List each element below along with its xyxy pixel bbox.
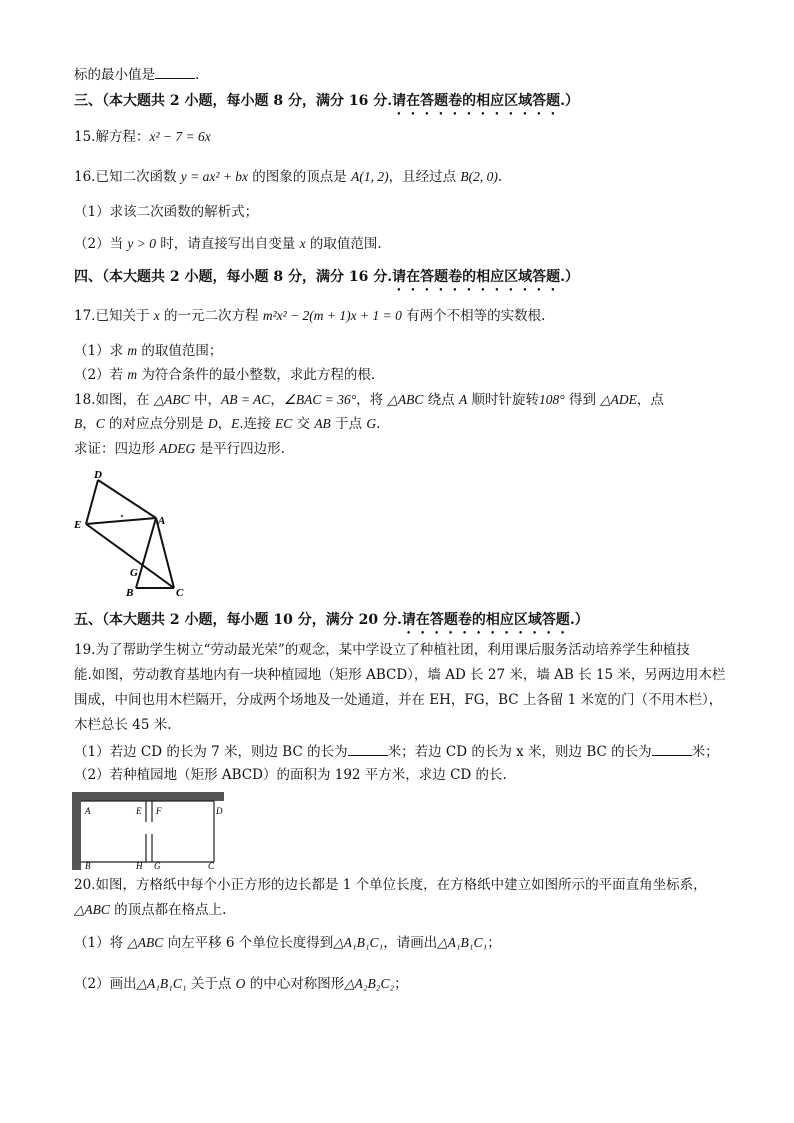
text-fragment: △A₁B₁C₁	[136, 976, 187, 991]
text-fragment: 108°	[539, 392, 565, 407]
question-20-line-2	[74, 901, 226, 919]
section-4-heading	[74, 268, 579, 294]
text-fragment: 向左平移 6 个单位长度得到	[163, 935, 334, 951]
text-fragment: m	[127, 367, 138, 382]
text-fragment: 求证：四边形	[74, 441, 160, 457]
segment-EA	[86, 518, 156, 524]
label-A: A	[85, 806, 91, 816]
text-fragment: 17.已知关于	[74, 308, 154, 324]
text-fragment: 交	[292, 416, 315, 432]
text-fragment: A(1, 2)	[351, 169, 389, 184]
text-fragment: 顺时针旋转	[467, 392, 539, 408]
text-fragment: 的中心对称图形	[245, 976, 345, 992]
text-fragment: ）	[564, 93, 579, 109]
label-E: E	[74, 519, 82, 531]
label-G: G	[154, 861, 161, 870]
text-fragment: 五、（本大题共 2 小题，每小题 10 分，满分 20 分.	[74, 612, 402, 628]
text-fragment: （1）若边 CD 的长为 7 米，则边 BC 的长为	[74, 744, 348, 760]
text-fragment: （2）当	[74, 236, 128, 252]
question-16-part-2	[74, 235, 382, 253]
question-18-line-2	[74, 415, 380, 433]
text-fragment: （2）若	[74, 367, 128, 383]
text-fragment: 请在答题卷的相应区域答题.	[392, 269, 565, 285]
text-fragment: O	[235, 976, 246, 991]
text-fragment: △A₁B₁C₁	[333, 935, 384, 950]
text-fragment: 于点	[330, 416, 367, 432]
text-fragment: △ABC	[153, 392, 190, 407]
text-fragment: 16.已知二次函数	[74, 169, 181, 185]
text-fragment: ∠BAC = 36°	[283, 392, 357, 407]
text-fragment: A	[458, 392, 468, 407]
text-fragment: 18.如图，在	[74, 392, 154, 408]
text-fragment: 时，请直接写出自变量	[156, 236, 300, 252]
text-fragment: 请在答题卷的相应区域答题.	[401, 612, 575, 628]
text-fragment: （2）画出	[74, 976, 137, 992]
text-fragment: 的取值范围；	[137, 343, 223, 359]
question-19-line-3: 围成，中间也用木栏隔开，分成两个场地及一处通道，并在 EH，FG，BC 上各留 1 米宽的门（不用木栏），	[74, 692, 723, 708]
text-fragment: △A₂B₂C₂	[344, 976, 395, 991]
text-fragment: ，	[217, 416, 232, 432]
text-fragment: 的顶点都在格点上.	[109, 902, 227, 918]
question-20-line-1: 20.如图，方格纸中每个小正方形的边长都是 1 个单位长度，在方格纸中建立如图所示的平面直角坐标系，	[74, 877, 707, 893]
text-fragment: C	[95, 416, 105, 431]
text-fragment: x	[299, 236, 306, 251]
label-D: D	[94, 469, 102, 481]
text-fragment: ）	[574, 612, 589, 628]
text-fragment: 有两个不相等的实数根.	[401, 308, 546, 324]
text-fragment: EC	[274, 416, 293, 431]
text-fragment: ，且经过点	[388, 169, 461, 185]
text-fragment: m	[127, 343, 138, 358]
text-fragment: 关于点	[186, 976, 236, 992]
question-16-part-1: （1）求该二次函数的解析式；	[74, 204, 259, 220]
label-B: B	[126, 587, 134, 598]
question-18-line-1	[74, 391, 664, 409]
text-fragment: ，请画出	[383, 935, 438, 951]
answer-blank-2	[652, 741, 692, 756]
question-17-part-1	[74, 342, 222, 360]
text-fragment: △ADE	[600, 392, 637, 407]
text-fragment: （1）求	[74, 343, 128, 359]
question-17-part-2	[74, 366, 375, 384]
text-fragment: 绕点	[423, 392, 459, 408]
text-fragment: ，将	[356, 392, 388, 408]
label-C: C	[176, 587, 184, 598]
text-fragment: ，点	[636, 392, 664, 408]
text-fragment: 米；	[691, 744, 719, 760]
question-19-line-2: 能.如图，劳动教育基地内有一块种植园地（矩形 ABCD），墙 AD 长 27 米，墙 AB 长 15 米，另两边用木栏	[74, 667, 726, 683]
text-fragment: .连接	[239, 416, 275, 432]
answer-blank	[155, 64, 195, 79]
section-5-heading	[74, 611, 589, 637]
text-fragment: 15.解方程：	[74, 129, 150, 145]
label-B: B	[85, 861, 91, 870]
stray-dot	[121, 515, 123, 517]
section-3-heading	[74, 92, 579, 118]
text-fragment: .	[376, 416, 381, 432]
text-fragment: △ABC	[387, 392, 424, 407]
text-fragment: 为符合条件的最小整数，求此方程的根.	[137, 367, 376, 383]
text-fragment: D	[207, 416, 218, 431]
text-fragment: AB = AC	[220, 392, 271, 407]
text-fragment: 得到	[564, 392, 601, 408]
question-16-stem	[74, 168, 502, 186]
segment-AB	[136, 518, 156, 588]
text-fragment: 的图象的顶点是	[248, 169, 352, 185]
text-fragment: △ABC	[74, 902, 110, 917]
text-fragment: △ABC	[127, 935, 164, 950]
question-19-line-1: 19.为了帮助学生树立“劳动最光荣”的观念，某中学设立了种植社团，利用课后服务活动培养学生种植技	[74, 642, 690, 658]
label-C: C	[208, 861, 215, 870]
label-A: A	[158, 515, 166, 527]
prev-question-tail	[74, 64, 199, 84]
text-fragment: （1）将	[74, 935, 128, 951]
rotation-triangle-figure	[70, 468, 200, 598]
text-fragment: 的取值范围.	[305, 236, 382, 252]
text-fragment: 四、（本大题共 2 小题，每小题 8 分，满分 16 分.	[74, 269, 393, 285]
text-fragment: G	[366, 416, 377, 431]
text-fragment: 请在答题卷的相应区域答题.	[392, 93, 565, 109]
question-17-stem	[74, 307, 545, 325]
label-G: G	[130, 567, 138, 579]
text-fragment: 中，	[189, 392, 221, 408]
text-fragment: ；	[487, 935, 501, 951]
question-18-line-3	[74, 440, 285, 458]
text-fragment: m²x² − 2(m + 1)x + 1 = 0	[262, 308, 402, 323]
text-fragment: 的对应点分别是	[104, 416, 208, 432]
text-fragment: E	[231, 416, 240, 431]
question-19-line-4: 木栏总长 45 米.	[74, 717, 172, 733]
text-fragment: AB	[314, 416, 331, 431]
text-fragment: y = ax² + bx	[180, 169, 249, 184]
question-20-part-1	[74, 934, 501, 952]
text-fragment: x	[153, 308, 160, 323]
text-fragment: .	[497, 169, 503, 185]
text-fragment: 是平行四边形.	[195, 441, 285, 457]
text-fragment: △A₁B₁C₁	[437, 935, 488, 950]
text-fragment: ADEG	[159, 441, 196, 456]
answer-blank-1	[348, 741, 388, 756]
text-fragment: ，	[82, 416, 96, 432]
text-fragment: .	[195, 67, 200, 83]
garden-plot-figure	[72, 792, 224, 870]
label-E: E	[136, 806, 142, 816]
text-fragment: B(2, 0)	[460, 169, 498, 184]
text-fragment: ）	[564, 269, 579, 285]
text-fragment: 三、（本大题共 2 小题，每小题 8 分，满分 16 分.	[74, 93, 393, 109]
text-fragment: ；	[394, 976, 408, 992]
text-fragment: B	[74, 416, 83, 431]
text-fragment: 米；若边 CD 的长为 x 米，则边 BC 的长为	[387, 744, 652, 760]
question-15	[74, 128, 211, 146]
label-H: H	[136, 861, 143, 870]
question-20-part-2	[74, 975, 408, 993]
text-fragment: 的一元二次方程	[159, 308, 263, 324]
text-fragment: x² − 7 = 6x	[149, 129, 211, 144]
wall-AD	[72, 792, 224, 801]
text-fragment: y > 0	[127, 236, 156, 251]
text-fragment: 标的最小值是	[74, 67, 155, 83]
wall-AB	[72, 792, 81, 870]
question-19-part-2: （2）若种植园地（矩形 ABCD）的面积为 192 平方米，求边 CD 的长.	[74, 767, 507, 783]
question-19-part-1	[74, 741, 719, 761]
label-F: F	[156, 806, 162, 816]
label-D: D	[216, 806, 223, 816]
segment-DA	[98, 480, 156, 518]
segment-DE	[86, 480, 98, 524]
text-fragment: ，	[270, 392, 284, 408]
